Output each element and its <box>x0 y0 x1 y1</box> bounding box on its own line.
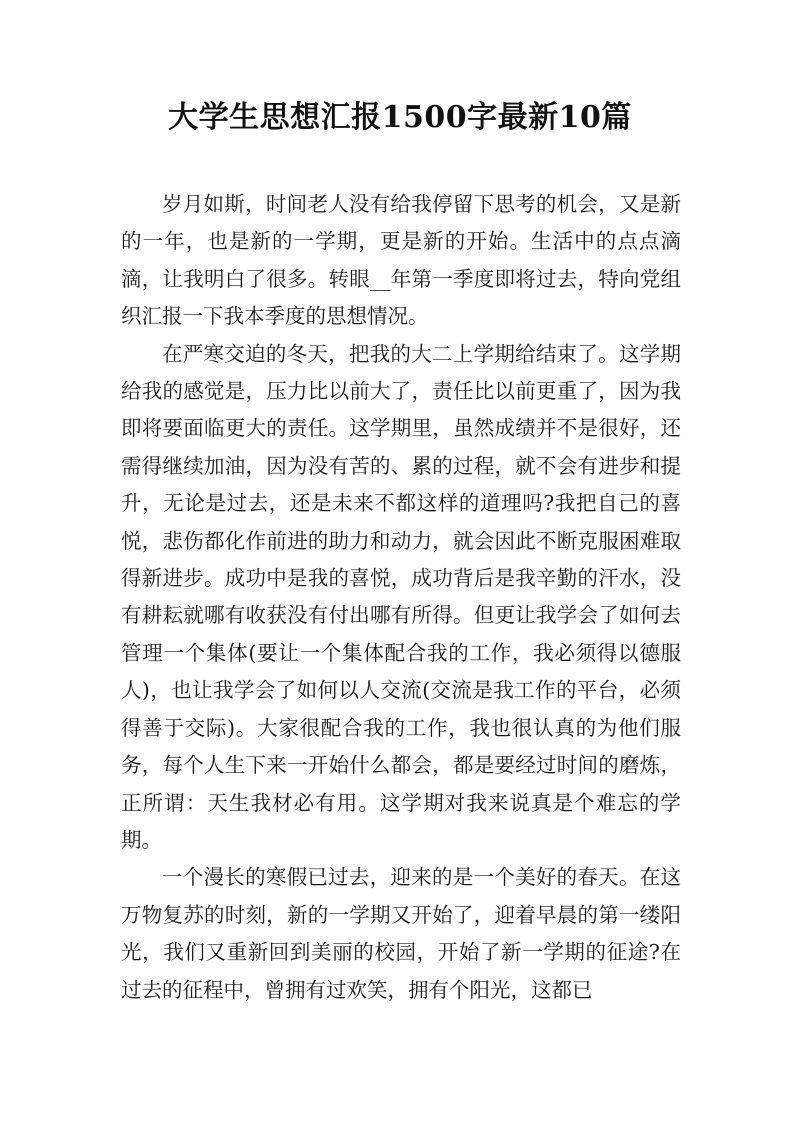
paragraph: 在严寒交迫的冬天，把我的大二上学期给结束了。这学期给我的感觉是，压力比以前大了，责任比以前更重了，因为我即将要面临更大的责任。这学期里，虽然成绩并不是很好，还需得继续加油，因为没有苦的、累的过程，就不会有进步和提升，无论是过去，还是未来不都这样的道理吗?我把自己的喜悦，悲伤都化作前进的助力和动力，就会因此不断克服困难取得新进步。成功中是我的喜悦，成功背后是我辛勤的汗水，没有耕耘就哪有收获没有付出哪有所得。但更让我学会了如何去管理一个集体(要让一个集体配合我的工作，我必须得以德服人)，也让我学会了如何以人交流(交流是我工作的平台，必须得善于交际)。大家很配合我的工作，我也很认真的为他们服务，每个人生下来一开始什么都会，都是要经过时间的磨炼，正所谓：天生我材必有用。这学期对我来说真是个难忘的学期。 <box>121 341 681 852</box>
document-body <box>121 186 681 1009</box>
paragraph: 岁月如斯，时间老人没有给我停留下思考的机会，又是新的一年，也是新的一学期，更是新的开始。生活中的点点滴滴，让我明白了很多。转眼__年第一季度即将过去，特向党组织汇报一下我本季度的思想情况。 <box>121 192 681 329</box>
paragraph: 一个漫长的寒假已过去，迎来的是一个美好的春天。在这万物复苏的时刻，新的一学期又开始了，迎着早晨的第一缕阳光，我们又重新回到美丽的校园，开始了新一学期的征途?在过去的征程中，曾拥有过欢笑，拥有个阳光，这都已 <box>121 865 681 1002</box>
document-title: 大学生思想汇报1500字最新10篇 <box>168 100 632 135</box>
